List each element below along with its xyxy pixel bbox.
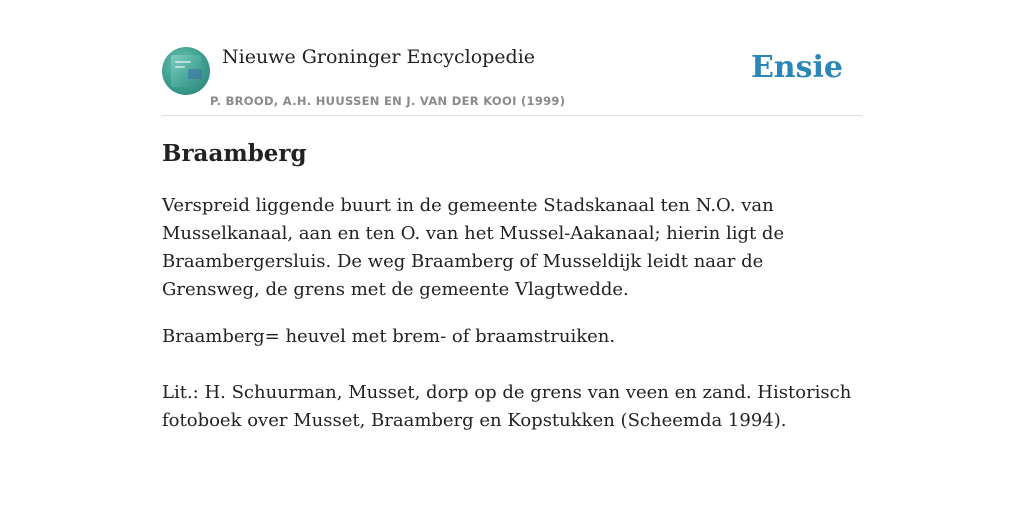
logo-line — [175, 61, 191, 63]
ensie-logo[interactable]: Ensie — [750, 50, 843, 85]
article-paragraph: Braamberg= heuvel met brem- of braamstruiken. — [162, 326, 616, 347]
logo-line — [175, 66, 185, 68]
book-cover-icon[interactable] — [162, 47, 210, 95]
site-title[interactable]: Nieuwe Groninger Encyclopedie — [222, 46, 536, 68]
authors-line: P. BROOD, A.H. HUUSSEN EN J. VAN DER KOOI (1999) — [210, 94, 566, 108]
article-paragraph: Verspreid liggende buurt in de gemeente Stadskanaal ten N.O. van Musselkanaal, aan en ten O. van het Mussel-Aakanaal; hierin ligt de Braambergersluis. De weg Braamberg of Musseldijk leidt naar de Grensweg, de grens met de gemeente Vlagtwedde. — [162, 195, 785, 300]
logo-block — [188, 69, 202, 79]
article-title: Braamberg — [162, 140, 307, 167]
article-paragraph: Lit.: H. Schuurman, Musset, dorp op de grens van veen en zand. Historisch fotoboek over Musset, Braamberg en Kopstukken (Scheemda 1994). — [162, 382, 852, 431]
page-header — [162, 0, 862, 116]
page-container — [162, 0, 862, 431]
